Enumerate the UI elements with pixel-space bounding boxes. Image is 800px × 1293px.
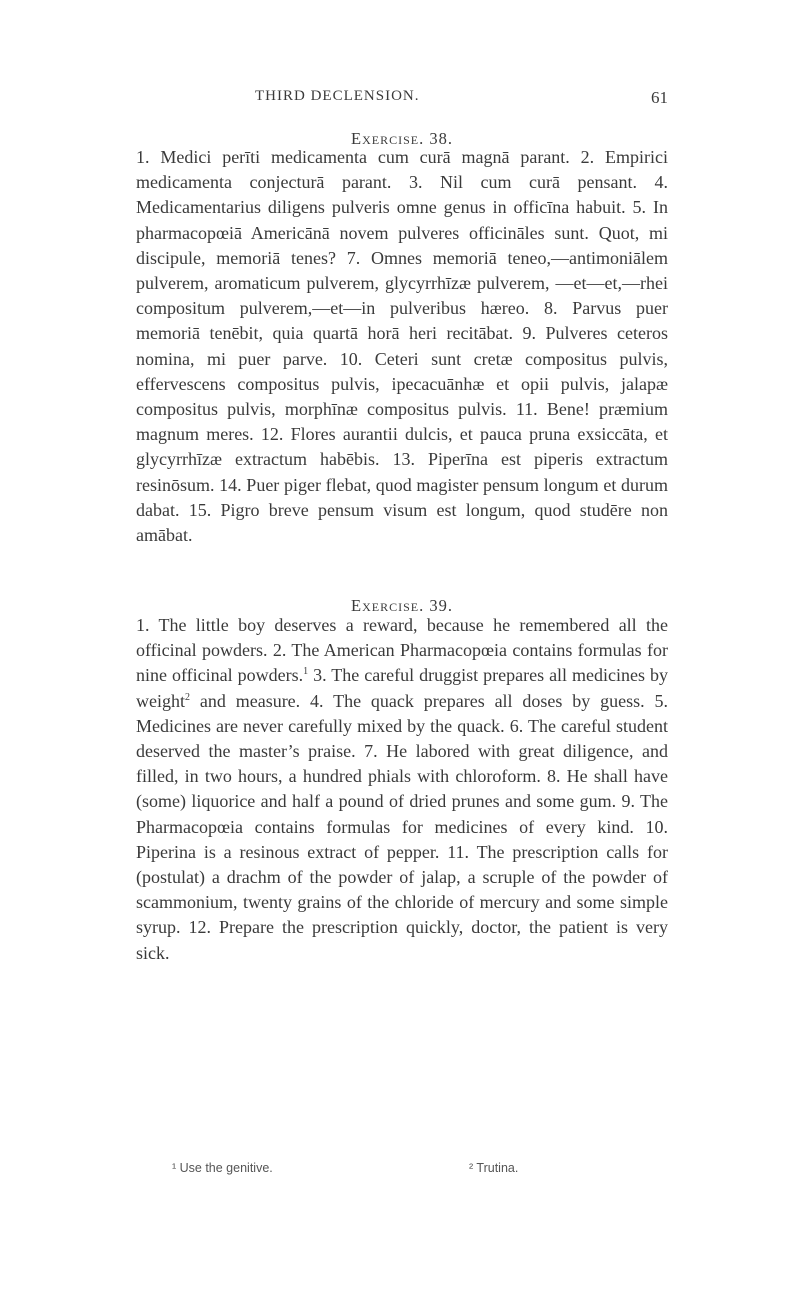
- footnote-1: ¹ Use the genitive.: [172, 1161, 273, 1175]
- exercise-38-paragraph: 1. Medici perīti medicamenta cum curā magnā parant. 2. Empirici medicamenta conjecturā parant. 3. Nil cum curā pensant. 4. Medicamentarius diligens pulveris omne genus in officīna habuit. 5. In pharmacopœiā Americānā novem pulveres officināles sunt. Quot, mi discipule, memoriā tenes? 7. Omnes memoriā teneo,—antimoniālem pulverem, aromaticum pulverem, glycyrrhīzæ pulverem, —et—et,—rhei compositum pulverem,—et—in pulveribus hæreo. 8. Parvus puer memoriā tenēbit, quia quartā horā heri recitābat. 9. Pulveres ceteros nomina, mi puer parve. 10. Ceteri sunt cretæ compositus pulvis, effervescens compositus pulvis, ipecacuānhæ et opii pulvis, jalapæ compositus pulvis, morphīnæ compositus pulvis. 11. Bene! præmium magnum meres. 12. Flores aurantii dulcis, et pauca pruna exsiccāta, et glycyrrhīzæ extractum habēbis. 13. Piperīna est piperis extractum resinōsum. 14. Puer piger flebat, quod magister pensum longum et durum dabat. 15. Pigro breve pensum visum est longum, quod studēre non amābat.: [136, 147, 668, 546]
- exercise-39-heading: Exercise. 39.: [351, 596, 453, 615]
- exercise-39-body: [136, 613, 668, 966]
- exercise-38-body: [136, 145, 668, 548]
- footnote-ref-1: 1: [303, 666, 309, 678]
- page-number: 61: [651, 88, 668, 107]
- exercise-38-heading: Exercise. 38.: [351, 129, 453, 148]
- exercise-39-text-part-a: 1. The little boy deserves a reward, because he remembered all the officinal powders. 2. The American Pharmacopœia contains formulas for nine officinal powders.: [136, 615, 668, 686]
- footnote-2: ² Trutina.: [469, 1161, 519, 1175]
- running-head: [255, 88, 668, 110]
- running-head-title: THIRD DECLENSION.: [255, 88, 420, 104]
- footnotes: [136, 1161, 668, 1179]
- exercise-39-text-part-c: and measure. 4. The quack prepares all doses by guess. 5. Medicines are never carefully mixed by the quack. 6. The careful student deserved the master’s praise. 7. He labored with great diligence, and filled, in two hours, a hundred phials with chloroform. 8. He shall have (some) liquorice and half a pound of dried prunes and some gum. 9. The Pharmacopœia contains formulas for medicines of every kind. 10. Piperina is a resinous extract of pepper. 11. The prescription calls for (postulat) a drachm of the powder of jalap, a scruple of the powder of scammonium, twenty grains of the chloride of mercury and some simple syrup. 12. Prepare the prescription quickly, doctor, the patient is very sick.: [136, 690, 668, 963]
- footnote-ref-2: 2: [185, 691, 190, 703]
- exercise-39-text-part-b: 3. The careful druggist prepares all medicines by weight: [136, 665, 669, 711]
- exercise-39-paragraph: [136, 613, 668, 966]
